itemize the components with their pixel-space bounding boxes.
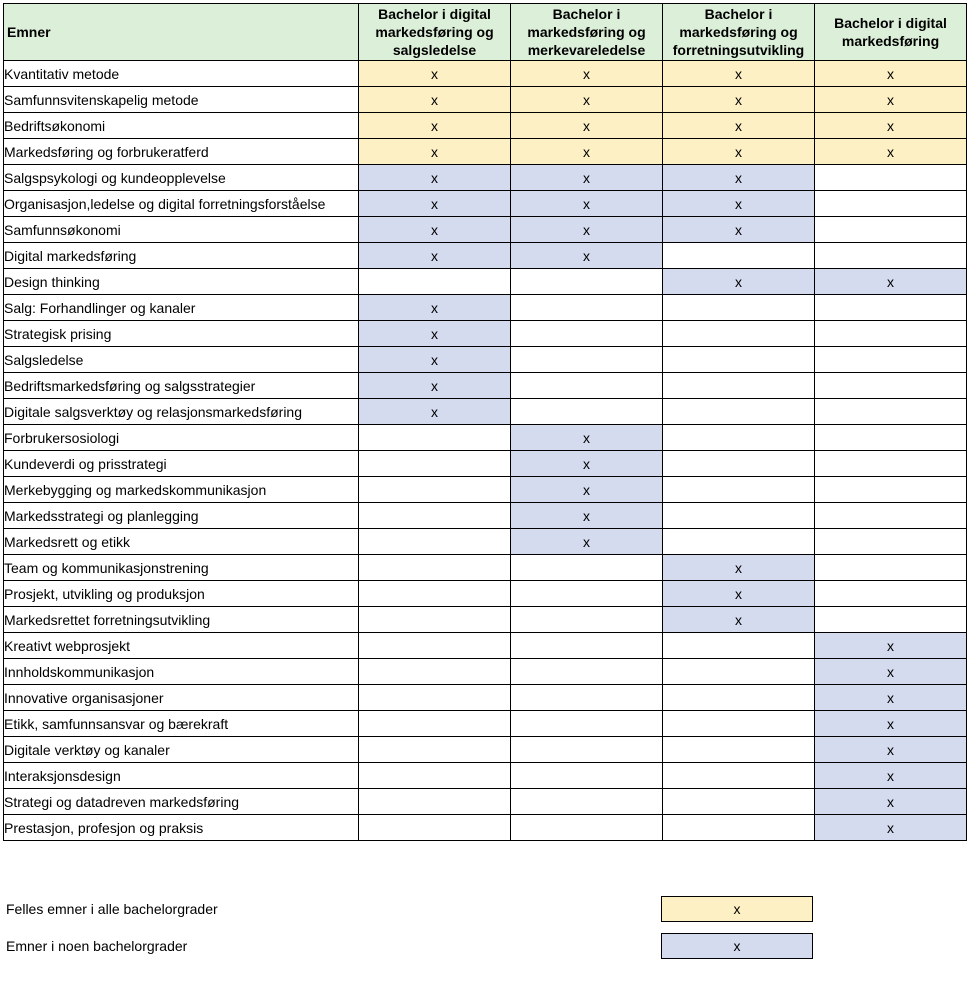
table-row xyxy=(4,581,967,607)
table-row xyxy=(4,269,967,295)
program-mark-cell: x xyxy=(815,789,967,815)
program-mark-cell xyxy=(359,737,511,763)
subject-cell: Kundeverdi og prisstrategi xyxy=(4,451,359,477)
program-mark-cell xyxy=(663,659,815,685)
program-mark-cell: x xyxy=(511,165,663,191)
program-mark-cell xyxy=(815,399,967,425)
program-mark-cell xyxy=(663,399,815,425)
program-mark-cell: x xyxy=(511,139,663,165)
legend-swatch: x xyxy=(661,896,813,922)
program-mark-cell xyxy=(815,165,967,191)
program-mark-cell: x xyxy=(663,555,815,581)
program-mark-cell: x xyxy=(359,191,511,217)
program-mark-cell: x xyxy=(815,113,967,139)
program-column-header: Bachelor i digital markedsføring og salgsledelse xyxy=(359,4,511,61)
program-mark-cell xyxy=(815,607,967,633)
program-mark-cell: x xyxy=(511,425,663,451)
table-row xyxy=(4,113,967,139)
table-row xyxy=(4,711,967,737)
program-mark-cell: x xyxy=(511,503,663,529)
table-row xyxy=(4,139,967,165)
program-mark-cell: x xyxy=(815,685,967,711)
subject-cell: Strategi og datadreven markedsføring xyxy=(4,789,359,815)
program-mark-cell: x xyxy=(663,217,815,243)
program-mark-cell xyxy=(511,321,663,347)
program-mark-cell: x xyxy=(663,87,815,113)
table-row xyxy=(4,217,967,243)
program-mark-cell xyxy=(359,529,511,555)
subject-cell: Salgspsykologi og kundeopplevelse xyxy=(4,165,359,191)
table-row xyxy=(4,373,967,399)
table-row xyxy=(4,815,967,841)
program-mark-cell xyxy=(359,503,511,529)
table-row xyxy=(4,191,967,217)
subject-cell: Innholdskommunikasjon xyxy=(4,659,359,685)
program-mark-cell xyxy=(359,763,511,789)
subject-cell: Bedriftsmarkedsføring og salgsstrategier xyxy=(4,373,359,399)
program-mark-cell xyxy=(511,607,663,633)
program-mark-cell xyxy=(511,737,663,763)
program-mark-cell xyxy=(359,659,511,685)
subject-cell: Markedsstrategi og planlegging xyxy=(4,503,359,529)
subject-cell: Prosjekt, utvikling og produksjon xyxy=(4,581,359,607)
subject-cell: Strategisk prising xyxy=(4,321,359,347)
program-mark-cell xyxy=(511,763,663,789)
program-mark-cell xyxy=(359,555,511,581)
program-mark-cell: x xyxy=(815,633,967,659)
subject-cell: Team og kommunikasjonstrening xyxy=(4,555,359,581)
subject-cell: Forbrukersosiologi xyxy=(4,425,359,451)
table-row xyxy=(4,503,967,529)
program-mark-cell: x xyxy=(511,243,663,269)
subject-table xyxy=(3,3,967,841)
program-mark-cell xyxy=(815,425,967,451)
program-mark-cell: x xyxy=(359,113,511,139)
program-mark-cell xyxy=(815,451,967,477)
table-row xyxy=(4,451,967,477)
table-row xyxy=(4,659,967,685)
program-mark-cell xyxy=(359,581,511,607)
program-mark-cell xyxy=(511,659,663,685)
program-mark-cell xyxy=(359,607,511,633)
program-mark-cell xyxy=(815,373,967,399)
program-mark-cell: x xyxy=(663,113,815,139)
program-mark-cell: x xyxy=(511,451,663,477)
table-row xyxy=(4,347,967,373)
program-mark-cell: x xyxy=(815,815,967,841)
program-mark-cell xyxy=(663,373,815,399)
program-mark-cell: x xyxy=(815,737,967,763)
program-mark-cell xyxy=(815,581,967,607)
program-mark-cell xyxy=(359,425,511,451)
table-row xyxy=(4,321,967,347)
subject-cell: Organisasjon,ledelse og digital forretningsforståelse xyxy=(4,191,359,217)
program-mark-cell xyxy=(815,295,967,321)
program-mark-cell xyxy=(815,191,967,217)
subject-cell: Design thinking xyxy=(4,269,359,295)
table-row xyxy=(4,555,967,581)
table-row xyxy=(4,295,967,321)
program-mark-cell xyxy=(663,737,815,763)
program-mark-cell: x xyxy=(359,139,511,165)
program-column-header: Bachelor i digital markedsføring xyxy=(815,4,967,61)
table-row xyxy=(4,243,967,269)
program-mark-cell xyxy=(815,321,967,347)
program-mark-cell xyxy=(663,321,815,347)
program-column-header: Bachelor i markedsføring og forretningsutvikling xyxy=(663,4,815,61)
program-mark-cell: x xyxy=(815,763,967,789)
table-row xyxy=(4,425,967,451)
table-row xyxy=(4,685,967,711)
program-mark-cell xyxy=(663,633,815,659)
program-mark-cell: x xyxy=(359,347,511,373)
program-mark-cell xyxy=(815,477,967,503)
program-mark-cell xyxy=(511,633,663,659)
table-row xyxy=(4,763,967,789)
program-mark-cell xyxy=(511,347,663,373)
program-mark-cell xyxy=(511,685,663,711)
program-mark-cell: x xyxy=(359,373,511,399)
program-mark-cell xyxy=(815,217,967,243)
subject-cell: Kreativt webprosjekt xyxy=(4,633,359,659)
program-mark-cell xyxy=(359,711,511,737)
program-mark-cell: x xyxy=(359,165,511,191)
program-mark-cell: x xyxy=(663,191,815,217)
subject-cell: Digitale salgsverktøy og relasjonsmarkedsføring xyxy=(4,399,359,425)
program-mark-cell: x xyxy=(663,139,815,165)
program-mark-cell: x xyxy=(815,269,967,295)
program-mark-cell xyxy=(663,529,815,555)
program-mark-cell xyxy=(511,789,663,815)
program-mark-cell xyxy=(511,555,663,581)
program-mark-cell: x xyxy=(359,399,511,425)
program-mark-cell: x xyxy=(663,269,815,295)
subject-cell: Etikk, samfunnsansvar og bærekraft xyxy=(4,711,359,737)
program-mark-cell xyxy=(359,633,511,659)
subject-cell: Markedsrett og etikk xyxy=(4,529,359,555)
program-mark-cell xyxy=(663,685,815,711)
program-mark-cell xyxy=(663,243,815,269)
program-mark-cell xyxy=(359,815,511,841)
program-mark-cell xyxy=(663,711,815,737)
subject-cell: Samfunnsvitenskapelig metode xyxy=(4,87,359,113)
program-mark-cell xyxy=(815,555,967,581)
table-row xyxy=(4,87,967,113)
subject-cell: Salg: Forhandlinger og kanaler xyxy=(4,295,359,321)
subject-cell: Interaksjonsdesign xyxy=(4,763,359,789)
program-mark-cell: x xyxy=(359,217,511,243)
program-mark-cell: x xyxy=(359,61,511,87)
program-mark-cell: x xyxy=(511,477,663,503)
program-mark-cell: x xyxy=(511,217,663,243)
program-mark-cell xyxy=(511,295,663,321)
program-mark-cell: x xyxy=(359,87,511,113)
program-mark-cell: x xyxy=(815,61,967,87)
program-mark-cell xyxy=(663,503,815,529)
program-mark-cell xyxy=(511,711,663,737)
program-mark-cell: x xyxy=(359,295,511,321)
program-mark-cell: x xyxy=(511,87,663,113)
table-row xyxy=(4,737,967,763)
program-mark-cell xyxy=(663,815,815,841)
subject-cell: Markedsrettet forretningsutvikling xyxy=(4,607,359,633)
subject-cell: Kvantitativ metode xyxy=(4,61,359,87)
legend-label: Felles emner i alle bachelorgrader xyxy=(6,901,218,917)
program-mark-cell: x xyxy=(511,529,663,555)
program-mark-cell: x xyxy=(815,659,967,685)
program-mark-cell: x xyxy=(815,87,967,113)
subject-cell: Prestasjon, profesjon og praksis xyxy=(4,815,359,841)
program-mark-cell: x xyxy=(663,61,815,87)
program-mark-cell xyxy=(359,477,511,503)
program-mark-cell xyxy=(359,685,511,711)
subject-cell: Bedriftsøkonomi xyxy=(4,113,359,139)
program-mark-cell: x xyxy=(511,191,663,217)
subject-cell: Salgsledelse xyxy=(4,347,359,373)
table-row xyxy=(4,607,967,633)
program-mark-cell: x xyxy=(663,581,815,607)
program-mark-cell xyxy=(359,269,511,295)
subject-cell: Innovative organisasjoner xyxy=(4,685,359,711)
program-mark-cell: x xyxy=(359,321,511,347)
program-mark-cell: x xyxy=(511,113,663,139)
subject-cell: Markedsføring og forbrukeratferd xyxy=(4,139,359,165)
program-mark-cell xyxy=(815,347,967,373)
legend-label: Emner i noen bachelorgrader xyxy=(6,938,188,954)
program-mark-cell xyxy=(511,269,663,295)
program-mark-cell xyxy=(663,451,815,477)
header-row xyxy=(4,4,967,61)
table-row xyxy=(4,61,967,87)
subject-column-header: Emner xyxy=(4,4,359,61)
program-mark-cell: x xyxy=(511,61,663,87)
program-mark-cell: x xyxy=(359,243,511,269)
program-mark-cell: x xyxy=(663,607,815,633)
program-column-header: Bachelor i markedsføring og merkevareledelse xyxy=(511,4,663,61)
program-mark-cell xyxy=(815,529,967,555)
program-mark-cell xyxy=(663,789,815,815)
program-mark-cell: x xyxy=(815,139,967,165)
program-mark-cell xyxy=(663,295,815,321)
table-row xyxy=(4,529,967,555)
program-mark-cell: x xyxy=(663,165,815,191)
program-mark-cell xyxy=(511,373,663,399)
program-mark-cell xyxy=(815,503,967,529)
subject-cell: Digitale verktøy og kanaler xyxy=(4,737,359,763)
program-mark-cell xyxy=(359,789,511,815)
program-mark-cell xyxy=(511,399,663,425)
table-row xyxy=(4,165,967,191)
legend-swatch: x xyxy=(661,933,813,959)
program-mark-cell xyxy=(815,243,967,269)
subject-cell: Samfunnsøkonomi xyxy=(4,217,359,243)
table-row xyxy=(4,399,967,425)
program-mark-cell xyxy=(663,347,815,373)
table-row xyxy=(4,477,967,503)
table-row xyxy=(4,789,967,815)
program-mark-cell xyxy=(663,477,815,503)
program-mark-cell: x xyxy=(815,711,967,737)
program-mark-cell xyxy=(359,451,511,477)
program-mark-cell xyxy=(663,425,815,451)
program-mark-cell xyxy=(511,581,663,607)
table-row xyxy=(4,633,967,659)
program-mark-cell xyxy=(511,815,663,841)
subject-cell: Merkebygging og markedskommunikasjon xyxy=(4,477,359,503)
subject-cell: Digital markedsføring xyxy=(4,243,359,269)
program-mark-cell xyxy=(663,763,815,789)
